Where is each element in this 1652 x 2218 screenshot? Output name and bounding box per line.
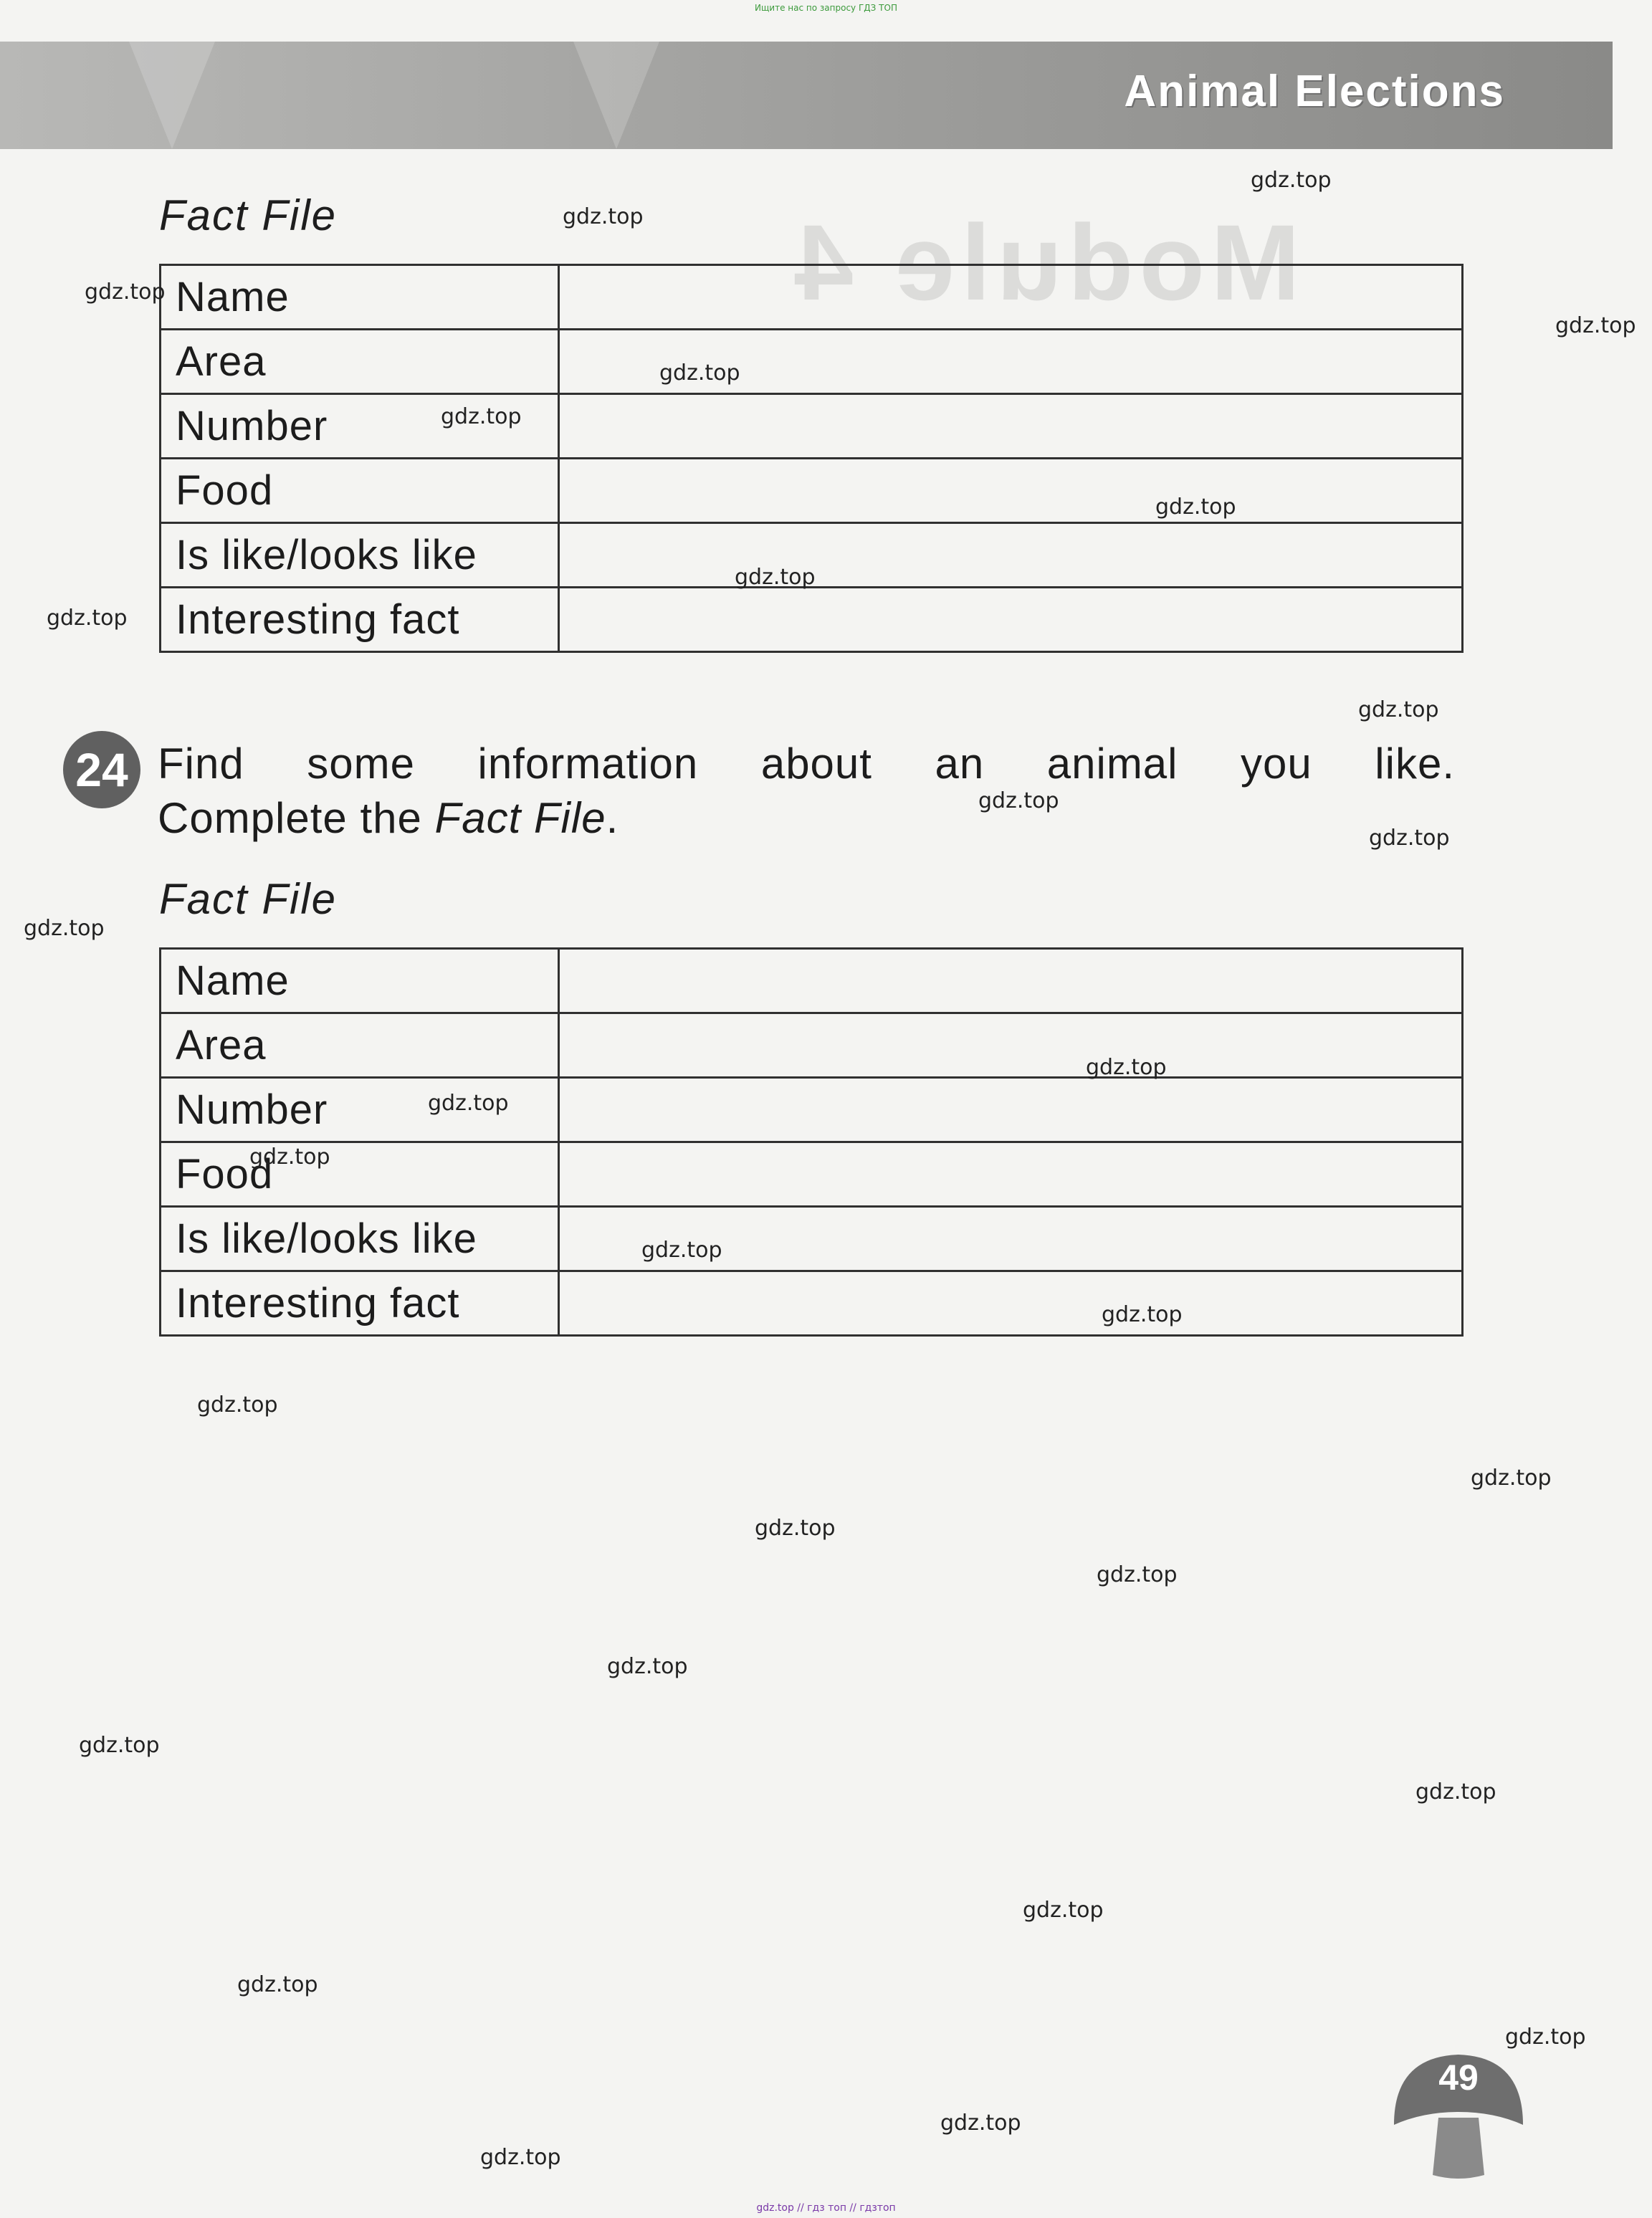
row-label-looks-like: Is like/looks like (161, 1207, 559, 1271)
table-row (161, 330, 1463, 394)
task-instruction-prefix: Complete the (158, 794, 435, 842)
watermark: gdz.top (24, 916, 105, 941)
row-label-number: Number (161, 1078, 559, 1142)
watermark: gdz.top (79, 1733, 160, 1758)
answer-cell-interesting-fact[interactable] (558, 588, 1462, 652)
row-label-number: Number (161, 394, 559, 459)
answer-cell-interesting-fact[interactable] (558, 1271, 1462, 1336)
row-label-food: Food (161, 459, 559, 523)
watermark: gdz.top (1415, 1779, 1496, 1804)
answer-cell-food[interactable] (558, 1142, 1462, 1207)
table-row (161, 265, 1463, 330)
watermark: gdz.top (1023, 1898, 1104, 1923)
watermark: gdz.top (1086, 1055, 1167, 1080)
row-label-name: Name (161, 949, 559, 1013)
answer-cell-name[interactable] (558, 265, 1462, 330)
task-instruction: Find some information about an animal you like. (158, 740, 1455, 788)
table-row (161, 1013, 1463, 1078)
watermark: gdz.top (659, 360, 740, 386)
watermark: gdz.top (1555, 313, 1636, 338)
watermark: gdz.top (85, 279, 166, 305)
watermark: gdz.top (1505, 2025, 1586, 2050)
row-label-interesting-fact: Interesting fact (161, 588, 559, 652)
header-title: Animal Elections (1124, 67, 1505, 116)
row-label-name: Name (161, 265, 559, 330)
watermark: gdz.top (197, 1392, 278, 1418)
watermark: gdz.top (563, 204, 644, 229)
top-note: Ищите нас по запросу ГДЗ ТОП (755, 3, 897, 13)
watermark: gdz.top (735, 565, 816, 590)
watermark: gdz.top (755, 1516, 836, 1541)
task-number-badge: 24 (63, 731, 140, 808)
table-row (161, 949, 1463, 1013)
table-row (161, 1142, 1463, 1207)
header-decoration (573, 42, 659, 149)
task-instruction-italic: Fact File (434, 794, 606, 842)
table-row (161, 1078, 1463, 1142)
watermark: gdz.top (480, 2145, 561, 2170)
answer-cell-name[interactable] (558, 949, 1462, 1013)
watermark: gdz.top (1358, 697, 1439, 722)
watermark: gdz.top (249, 1144, 330, 1170)
watermark: gdz.top (1102, 1302, 1183, 1327)
answer-cell-number[interactable] (558, 394, 1462, 459)
table-row (161, 459, 1463, 523)
answer-cell-food[interactable] (558, 459, 1462, 523)
watermark: gdz.top (607, 1654, 688, 1679)
table-row (161, 588, 1463, 652)
watermark: gdz.top (47, 606, 128, 631)
fact-file-1-table (159, 264, 1464, 653)
row-label-area: Area (161, 330, 559, 394)
row-label-interesting-fact: Interesting fact (161, 1271, 559, 1336)
fact-file-2-table (159, 947, 1464, 1337)
watermark: gdz.top (1471, 1466, 1552, 1491)
task-instruction-line-2 (158, 791, 619, 846)
fact-file-1-title: Fact File (159, 191, 338, 239)
table-row (161, 1207, 1463, 1271)
watermark: gdz.top (237, 1972, 318, 1997)
watermark: gdz.top (441, 404, 522, 429)
watermark: gdz.top (940, 2111, 1021, 2136)
table-row (161, 394, 1463, 459)
bottom-note: gdz.top // гдз топ // гдзтоп (756, 2202, 896, 2214)
watermark: gdz.top (641, 1238, 722, 1263)
fact-file-2-title: Fact File (159, 875, 338, 923)
answer-cell-number[interactable] (558, 1078, 1462, 1142)
watermark: gdz.top (978, 788, 1059, 813)
answer-cell-looks-like[interactable] (558, 523, 1462, 588)
header-decoration (129, 42, 215, 149)
row-label-area: Area (161, 1013, 559, 1078)
row-label-food: Food (161, 1142, 559, 1207)
watermark: gdz.top (428, 1091, 509, 1116)
table-row (161, 1271, 1463, 1336)
watermark: gdz.top (1097, 1562, 1178, 1587)
bleed-through-heading: Module 4 (788, 202, 1301, 322)
watermark: gdz.top (1251, 168, 1332, 193)
watermark: gdz.top (1369, 826, 1450, 851)
page-number: 49 (1438, 2057, 1479, 2098)
row-label-looks-like: Is like/looks like (161, 523, 559, 588)
answer-cell-area[interactable] (558, 1013, 1462, 1078)
task-instruction-suffix: . (606, 794, 619, 842)
watermark: gdz.top (1155, 494, 1236, 520)
